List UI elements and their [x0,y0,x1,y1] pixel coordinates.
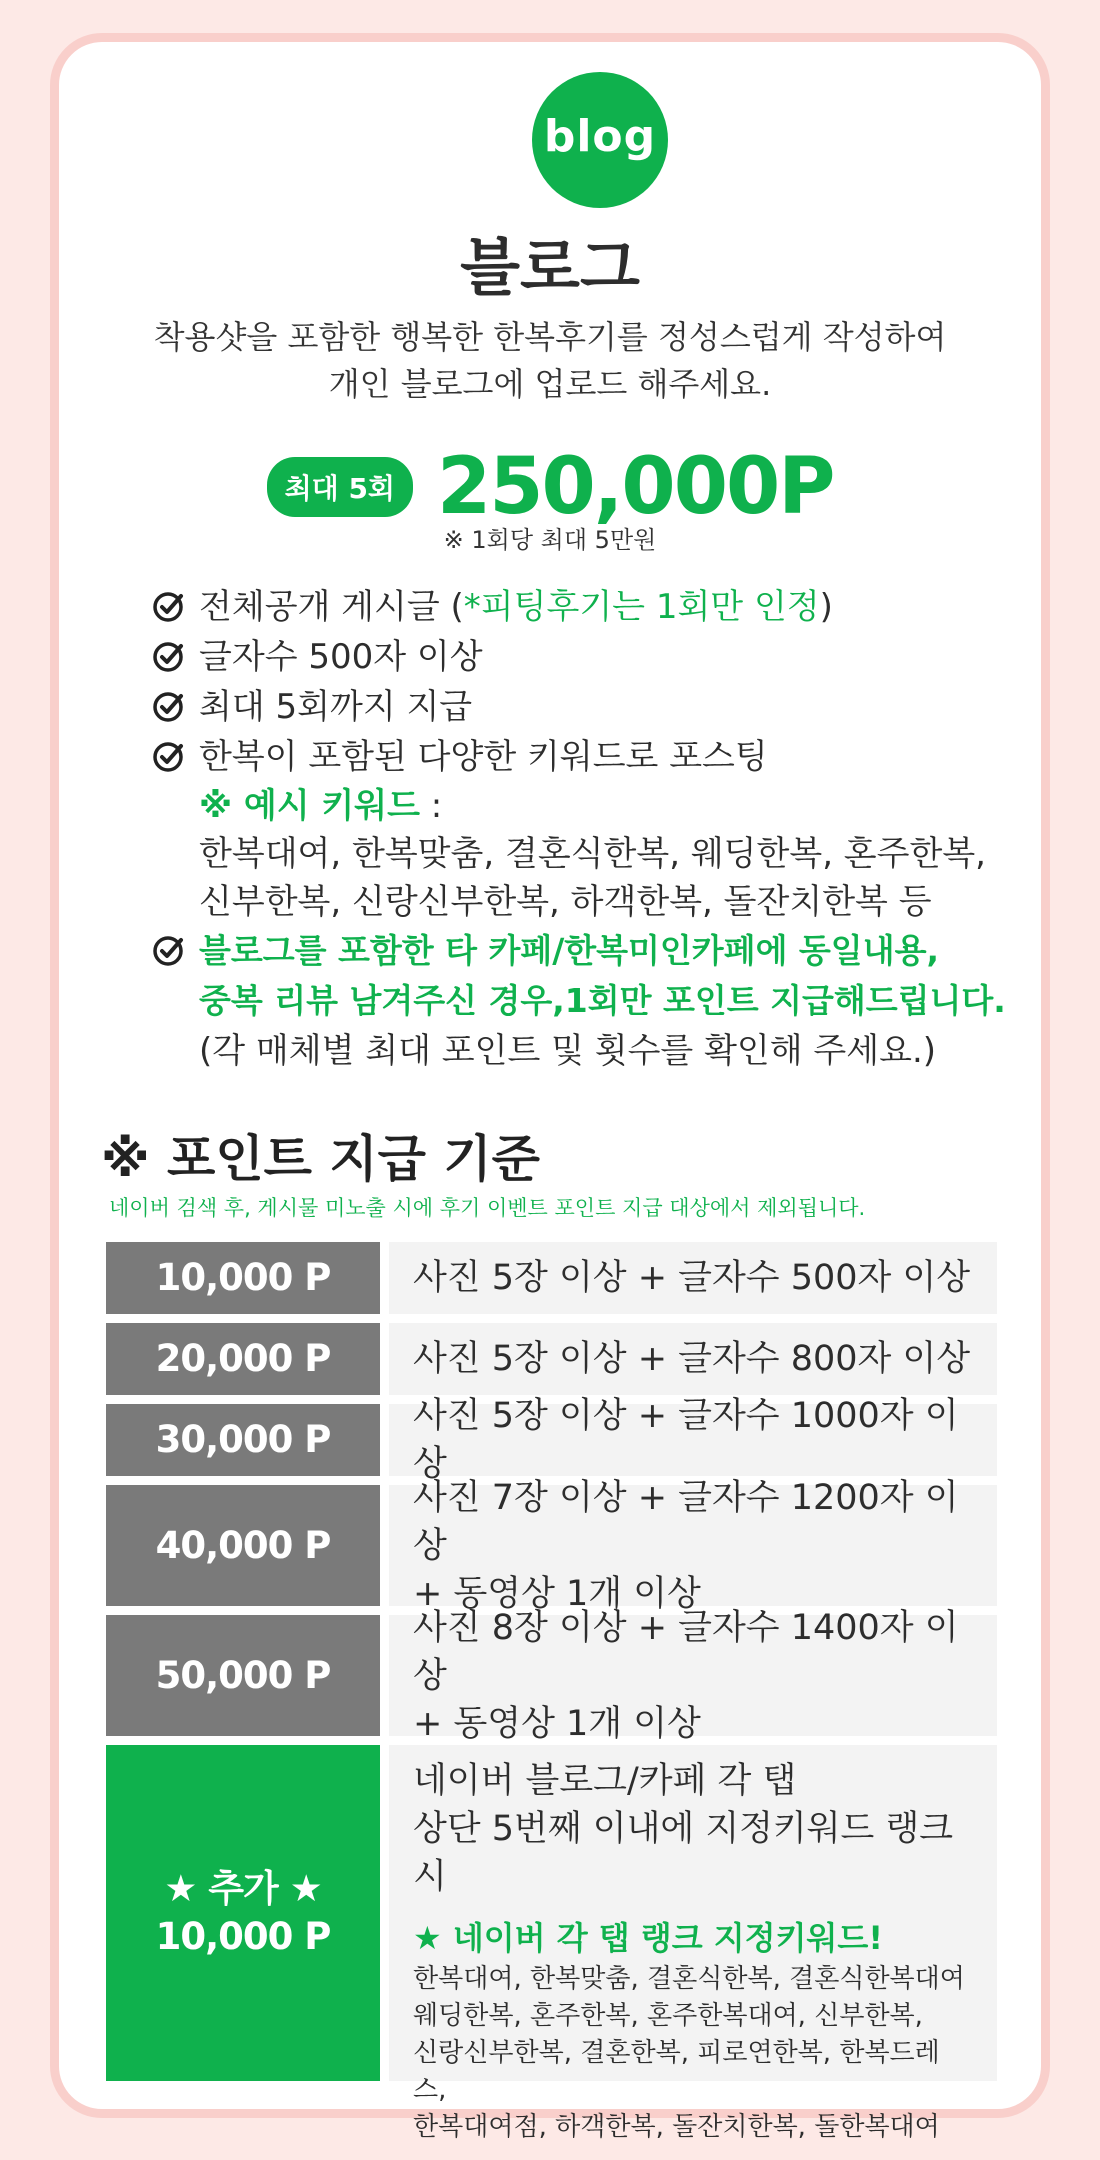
row-description-line: 사진 7장 이상 + 글자수 1200자 이상 [413,1477,959,1566]
bonus-keyword-line: 한복대여점, 하객한복, 돌잔치한복, 돌한복대여 [413,2112,940,2142]
row-description [389,1396,997,1484]
row-points: 10,000 P [106,1242,380,1314]
condition-item [149,682,1009,732]
example-keyword-label: ※ 예시 키워드 [199,786,420,826]
condition-1-suffix: ) [819,587,833,627]
blog-logo [532,72,668,208]
check-circle-icon [151,934,185,968]
row-points: 50,000 P [106,1615,380,1736]
check-circle-icon [151,740,185,774]
row-points: 20,000 P [106,1323,380,1395]
row-description [389,1607,997,1744]
max-count-badge: 최대 5회 [267,457,413,517]
blog-logo-text: blog [543,110,657,162]
example-keyword-colon: : [419,786,443,826]
bonus-keyword-line: 한복대여, 한복맞춤, 결혼식한복, 결혼식한복대여 [413,1964,965,1994]
table-row [106,1323,997,1395]
condition-item [149,632,1009,682]
example-keywords [149,782,1009,926]
description [99,314,1001,408]
bonus-description [389,1745,997,2142]
condition-item [149,926,1009,1076]
bonus-keyword-line: 웨딩한복, 혼주한복, 혼주한복대여, 신부한복, [413,2001,923,2031]
row-points: 40,000 P [106,1485,380,1606]
example-keyword-line-2: 신부한복, 신랑신부한복, 하객한복, 돌잔치한복 등 [199,882,932,922]
check-circle-icon [151,690,185,724]
bonus-row [106,1745,997,2142]
table-row [106,1242,997,1314]
max-points: 250,000P [436,442,834,532]
bonus-points [106,1745,380,2081]
bonus-desc-line-2: 상단 5번째 이내에 지정키워드 랭크 시 [413,1809,954,1897]
row-description-line: 사진 8장 이상 + 글자수 1400자 이상 [413,1607,959,1696]
condition-2-text: 글자수 500자 이상 [199,637,483,677]
row-description [389,1323,997,1395]
check-circle-icon [151,640,185,674]
conditions-list [149,582,1009,1076]
fitting-review-note: *피팅후기는 1회만 인정 [463,587,820,627]
per-review-note: ※ 1회당 최대 5만원 [443,526,657,554]
row-description [389,1477,997,1614]
bonus-desc-line-1: 네이버 블로그/카페 각 탭 [413,1761,797,1801]
bonus-keyword-title: ★ 네이버 각 탭 랭크 지정키워드! [413,1919,883,1957]
example-keyword-line-1: 한복대여, 한복맞춤, 결혼식한복, 웨딩한복, 혼주한복, [199,834,986,874]
row-description-line: 사진 5장 이상 + 글자수 1000자 이상 [413,1396,959,1484]
duplicate-review-line-2: 중복 리뷰 남겨주신 경우,1회만 포인트 지급해드립니다. [199,981,1006,1020]
row-description [389,1242,997,1314]
max-reward [59,442,1041,532]
page-title: 블로그 [460,231,640,304]
description-line-1: 착용샷을 포함한 행복한 한복후기를 정성스럽게 작성하여 [153,318,947,356]
condition-item [149,582,1009,632]
table-row [106,1396,997,1484]
check-circle-icon [151,590,185,624]
condition-3-text: 최대 5회까지 지급 [199,687,473,727]
row-description-line: + 동영상 1개 이상 [413,1703,701,1744]
bonus-label: ★ 추가 ★ [164,1867,322,1910]
criteria-table [106,1242,997,2142]
bonus-keyword-line: 신랑신부한복, 결혼한복, 피로연한복, 한복드레스, [413,2038,940,2105]
condition-1-prefix: 전체공개 게시글 ( [199,587,464,627]
duplicate-review-line-1: 블로그를 포함한 타 카페/한복미인카페에 동일내용, [199,931,939,970]
duplicate-review-note: (각 매체별 최대 포인트 및 횟수를 확인해 주세요.) [199,1031,937,1071]
row-description-line: 사진 5장 이상 + 글자수 500자 이상 [413,1258,971,1298]
table-row [106,1477,997,1614]
row-description-line: 사진 5장 이상 + 글자수 800자 이상 [413,1339,971,1379]
condition-4-text: 한복이 포함된 다양한 키워드로 포스팅 [199,737,768,777]
description-line-2: 개인 블로그에 업로드 해주세요. [328,365,772,403]
criteria-title: ※ 포인트 지급 기준 [101,1130,540,1188]
table-row [106,1607,997,1744]
row-points: 30,000 P [106,1404,380,1476]
row-description-line: + 동영상 1개 이상 [413,1573,701,1614]
condition-item [149,732,1009,782]
blog-review-card [50,33,1050,2142]
bonus-amount: 10,000 P [155,1915,331,1958]
criteria-note: 네이버 검색 후, 게시물 미노출 시에 후기 이벤트 포인트 지급 대상에서 제외됩니다. [109,1196,866,1220]
